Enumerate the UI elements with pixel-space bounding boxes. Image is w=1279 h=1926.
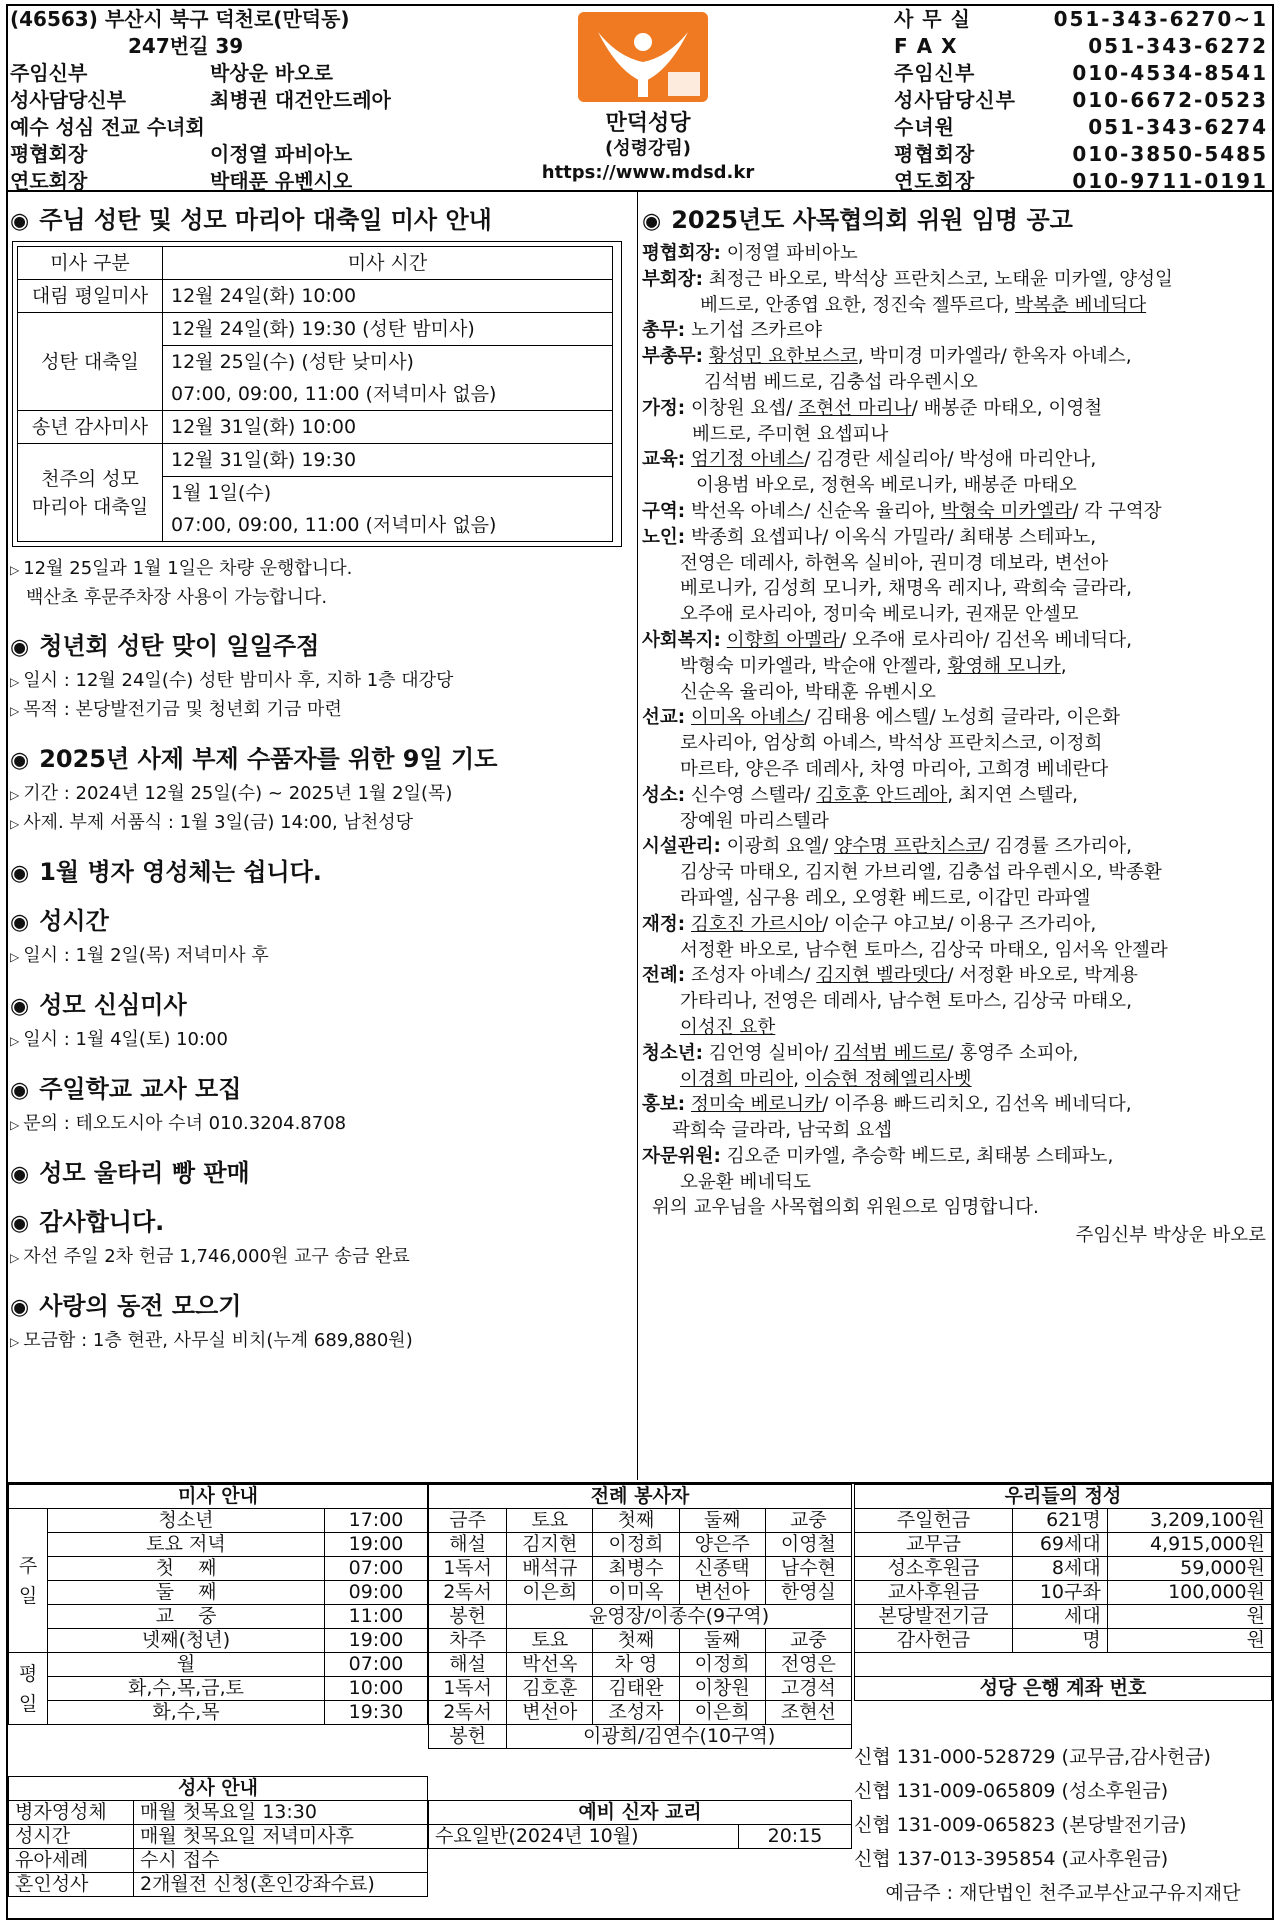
notice-line: ▷ 12월 25일과 1월 1일은 차량 운행합니다. bbox=[10, 558, 353, 579]
offering-table: 우리들의 정성 주일헌금 621명 3,209,100원 교무금 69세대 4,915,000원 성소후원금 8세대 59,000원 교사후원금 10구좌 100,000원 본당발전기금 세대 원 감사헌금 명 원 성당 은행 계좌 번호 bbox=[854, 1484, 1272, 1701]
bank-account: 신협 131-000-528729 (교무금,감사헌금) bbox=[854, 1746, 1211, 1768]
contact-row: 평협회장 010-3850-5485 bbox=[894, 142, 1268, 166]
contact-row: 수녀원 051-343-6274 bbox=[894, 115, 1268, 139]
section-bullet-icon: ◉ bbox=[10, 1295, 30, 1320]
header-left-info bbox=[10, 6, 391, 195]
section-title: ◉ 주님 성탄 및 성모 마리아 대축일 미사 안내 bbox=[10, 206, 492, 234]
logo-cross-stem bbox=[638, 67, 648, 97]
logo-dove-head bbox=[634, 33, 652, 51]
notice-line: ▷ 일시 : 1월 2일(목) 저녁미사 후 bbox=[10, 945, 269, 966]
notice-line: ▷ 사제. 부제 서품식 : 1월 3일(금) 14:00, 남천성당 bbox=[10, 812, 414, 833]
triangle-icon: ▷ bbox=[10, 675, 20, 689]
notice-line: ▷ 문의 : 테오도시아 수녀 010.3204.8708 bbox=[10, 1113, 347, 1134]
triangle-icon: ▷ bbox=[10, 704, 20, 718]
logo-block bbox=[668, 72, 700, 96]
triangle-icon: ▷ bbox=[10, 950, 20, 964]
header-left-row: 연도회장 박태푼 유벤시오 bbox=[10, 169, 353, 193]
account-holder: 예금주 : 재단법인 천주교부산교구유지재단 bbox=[885, 1882, 1241, 1904]
liturgy-servers-table: 전례 봉사자 금주 토요 첫째 둘째 교중 해설 김지현 이정희 양은주 이영철 1독서 배석규 최병수 신종택 남수현 2독서 이은희 이미옥 변선아 한영실 봉헌 윤영장/이종수(9구역) 차주 토요 첫째 둘째 교중 해설 박선옥 차 영 이정희 전영은 1독서 김호훈 김태완 이창원 고경석 2독서 변선아 조성자 이은희 조현선 봉헌 이광희/김연수(10구역) bbox=[428, 1484, 852, 1749]
section-title: ◉ 주일학교 교사 모집 bbox=[10, 1075, 242, 1103]
header-contacts bbox=[894, 6, 1268, 195]
triangle-icon: ▷ bbox=[10, 1034, 20, 1048]
notice-block bbox=[10, 1069, 635, 1139]
header-left-row: 평협회장 이정열 파비아노 bbox=[10, 142, 353, 166]
notice-block bbox=[10, 739, 635, 838]
section-bullet-icon: ◉ bbox=[10, 910, 30, 935]
section-bullet-icon: ◉ bbox=[10, 748, 30, 773]
section-title: ◉ 2025년도 사목협의회 위원 임명 공고 bbox=[642, 206, 1073, 234]
header-left-row: 주임신부 박상운 바오로 bbox=[10, 61, 333, 85]
church-url-link[interactable]: https://www.mdsd.kr bbox=[541, 162, 755, 183]
triangle-icon: ▷ bbox=[10, 1118, 20, 1132]
mass-schedule-table: 미사 안내 주일 청소년 17:00 토요 저녁 19:00 첫 째 07:00 둘 째 09:00 교 중 11:00 넷째(청년) 19:00 평일 월 07:00 화,수,목,금,토 10:00 화,수,목 19:30 bbox=[8, 1484, 428, 1725]
christmas-mass-table-box bbox=[12, 241, 622, 547]
contact-row: 주임신부 010-4534-8541 bbox=[894, 61, 1268, 85]
church-subtitle: (성령강림) bbox=[604, 138, 691, 159]
triangle-icon: ▷ bbox=[10, 788, 20, 802]
section-title: ◉ 성시간 bbox=[10, 907, 109, 935]
section-bullet-icon: ◉ bbox=[10, 1078, 30, 1103]
right-column bbox=[642, 196, 1272, 1247]
notice-block bbox=[10, 852, 635, 887]
notice-block bbox=[10, 1202, 635, 1272]
bulletin-header bbox=[8, 6, 1272, 192]
christmas-mass-table: 미사 구분 미사 시간 대림 평일미사 12월 24일(화) 10:00 성탄 대축일 12월 24일(화) 19:30 (성탄 밤미사) 12월 25일(수) (성탄 낮미사) 07:00, 09:00, 11:00 (저녁미사 없음) 송년 감사미사 12월 31일(화) 10:00 천주의 성모 마리아 대축일 12월 31일(화) 19:30 1월 1일(수) 07:00, 09:00, 11:00 (저녁미사 없음) bbox=[17, 246, 613, 542]
contact-row: F A X 051-343-6272 bbox=[894, 34, 1268, 58]
notice-line: ▷ 일시 : 12월 24일(수) 성탄 밤미사 후, 지하 1층 대강당 bbox=[10, 670, 454, 691]
section-bullet-icon: ◉ bbox=[10, 861, 30, 886]
notice-block bbox=[10, 1286, 635, 1356]
sacrament-table: 성사 안내 병자영성체 매월 첫목요일 13:30 성시간 매월 첫목요일 저녁미사후 유아세례 수시 접수 혼인성사 2개월전 신청(혼인강좌수료) bbox=[8, 1776, 428, 1897]
signature-line: 주임신부 박상운 바오로 bbox=[1075, 1225, 1266, 1247]
closing-statement: 위의 교우님을 사목협의회 위원으로 임명합니다. bbox=[652, 1197, 1039, 1219]
notice-block bbox=[10, 626, 635, 725]
section-title: ◉ 1월 병자 영성체는 쉽니다. bbox=[10, 858, 322, 886]
notice-block bbox=[10, 1153, 635, 1188]
catechism-table: 예비 신자 교리 수요일반(2024년 10월) 20:15 bbox=[428, 1800, 852, 1849]
contact-row: 사 무 실 051-343-6270~1 bbox=[894, 7, 1268, 31]
triangle-icon: ▷ bbox=[10, 817, 20, 831]
notice-block bbox=[10, 985, 635, 1055]
bank-accounts bbox=[854, 1740, 1272, 1910]
bank-account: 신협 131-009-065809 (성소후원금) bbox=[854, 1780, 1169, 1802]
left-column bbox=[10, 196, 635, 1370]
church-logo-icon bbox=[578, 12, 708, 102]
notice-block bbox=[10, 555, 635, 612]
notice-block bbox=[10, 901, 635, 971]
section-bullet-icon: ◉ bbox=[10, 635, 30, 660]
section-bullet-icon: ◉ bbox=[10, 1211, 30, 1236]
triangle-icon: ▷ bbox=[10, 563, 20, 577]
bank-account: 신협 131-009-065823 (본당발전기금) bbox=[854, 1814, 1187, 1836]
contact-row: 연도회장 010-9711-0191 bbox=[894, 169, 1268, 193]
section-title: ◉ 성모 신심미사 bbox=[10, 991, 187, 1019]
section-title: ◉ 성모 울타리 빵 판매 bbox=[10, 1159, 250, 1187]
mass-category-cell: 천주의 성모 마리아 대축일 bbox=[18, 444, 163, 542]
section-bullet-icon: ◉ bbox=[10, 209, 30, 234]
contact-row: 성사담당신부 010-6672-0523 bbox=[894, 88, 1268, 112]
header-left-row: 예수 성심 전교 수녀회 bbox=[10, 115, 205, 139]
section-title: ◉ 청년회 성탄 맞이 일일주점 bbox=[10, 632, 320, 660]
triangle-icon: ▷ bbox=[10, 1251, 20, 1265]
notice-line: ▷ 기간 : 2024년 12월 25일(수) ~ 2025년 1월 2일(목) bbox=[10, 783, 453, 804]
address-line-2: 247번길 39 bbox=[128, 34, 244, 58]
section-bullet-icon: ◉ bbox=[10, 994, 30, 1019]
church-name: 만덕성당 bbox=[605, 111, 691, 136]
section-bullet-icon: ◉ bbox=[10, 1162, 30, 1187]
triangle-icon: ▷ bbox=[10, 1335, 20, 1349]
appointment-list: 평협회장: 이정열 파비아노 부회장: 최정근 바오로, 박석상 프란치스코, 노태윤 미카엘, 양성일 베드로, 안종엽 요한, 정진숙 젤뚜르다, 박복춘 베네딕다 총무: 노기섭 즈카르야 부총무: 황성민 요한보스코, 박미경 미카엘라/ 한옥자 아녜스, 김석범 베드로, 김충섭 라우렌시오 가정: 이창원 요셉/ 조현선 마리나/ 배봉준 마태오, 이영철 베드로, 주미현 요셉피나 교육: 엄기정 아녜스/ 김경란 세실리아/ 박성애 마리안나, 이용범 바오로, 정현옥 베로니카, 배봉준 마태오 구역: 박선옥 아녜스/ 신순옥 율리아, 박형숙 미카엘라/ 각 구역장 노인: 박종희 요셉피나/ 이옥식 가밀라/ 최태봉 스테파노, 전영은 데레사, 하현옥 실비아, 권미경 데보라, 변선아 베로니카, 김성희 모니카, 채명옥 레지나, 곽희숙 글라라, 오주애 로사리아, 정미숙 베로니카, 권재문 안셀모 사회복지: 이향희 아멜라/ 오주애 로사리아/ 김선옥 베네딕다, 박형숙 미카엘라, 박순애 안젤라, 황영해 모니카, 신순옥 율리아, 박태훈 유벤시오 선교: 이미옥 아녜스/ 김태용 에스텔/ 노성희 글라라, 이은화 로사리아, 엄상희 아녜스, 박석상 프란치스코, 이정희 마르타, 양은주 데레사, 차영 마리아, 고희경 베네란다 성소: 신수영 스텔라/ 김호훈 안드레아, 최지연 스텔라, 장예원 마리스텔라 시설관리: 이광희 요엘/ 양수명 프란치스코/ 김경률 즈가리아, 김상국 마태오, 김지현 가브리엘, 김충섭 라우렌시오, 박종환 라파엘, 심구용 레오, 오영환 베드로, 이갑민 라파엘 재정: 김호진 가르시아/ 이순구 야고보/ 이용구 즈가리아, 서정환 바오로, 남수현 토마스, 김상국 마태오, 임서옥 안젤라 전례: 조성자 아녜스/ 김지현 벨라뎃다/ 서정환 바오로, 박계용 가타리나, 전영은 데레사, 남수현 토마스, 김상국 마태오, 이성진 요한 청소년: 김언영 실비아/ 김석범 베드로/ 홍영주 소피아, 이경희 마리아, 이승현 정혜엘리사벳 홍보: 정미숙 베로니카/ 이주용 빠드리치오, 김선옥 베네딕다, 곽희숙 글라라, 남국희 요셉 자문위원: 김오준 미카엘, 추승학 베드로, 최태봉 스테파노, 오윤환 베네딕도 위의 교우님을 사목협의회 위원으로 임명합니다. bbox=[642, 241, 1272, 1221]
notice-line: ▷ 모금함 : 1층 현관, 사무실 비치(누계 689,880원) bbox=[10, 1330, 413, 1351]
bank-account: 신협 137-013-395854 (교사후원금) bbox=[854, 1848, 1169, 1870]
notice-line: ▷ 목적 : 본당발전기금 및 청년회 기금 마련 bbox=[10, 699, 342, 720]
header-left-row: 성사담당신부 최병권 대건안드레아 bbox=[10, 88, 391, 112]
address-line-1: (46563) 부산시 북구 덕천로(만덕동) bbox=[10, 7, 350, 31]
section-title: ◉ 사랑의 동전 모으기 bbox=[10, 1292, 242, 1320]
section-title: ◉ 감사합니다. bbox=[10, 1208, 165, 1236]
notice-line: ▷ 일시 : 1월 4일(토) 10:00 bbox=[10, 1029, 228, 1050]
bottom-info bbox=[8, 1482, 1272, 1922]
section-title: ◉ 2025년 사제 부제 수품자를 위한 9일 기도 bbox=[10, 745, 498, 773]
notice-line: ▷ 자선 주일 2차 헌금 1,746,000원 교구 송금 완료 bbox=[10, 1246, 410, 1267]
column-divider bbox=[637, 192, 638, 1480]
notice-line: 백산초 후문주차장 사용이 가능합니다. bbox=[26, 587, 328, 608]
section-bullet-icon: ◉ bbox=[642, 209, 662, 234]
